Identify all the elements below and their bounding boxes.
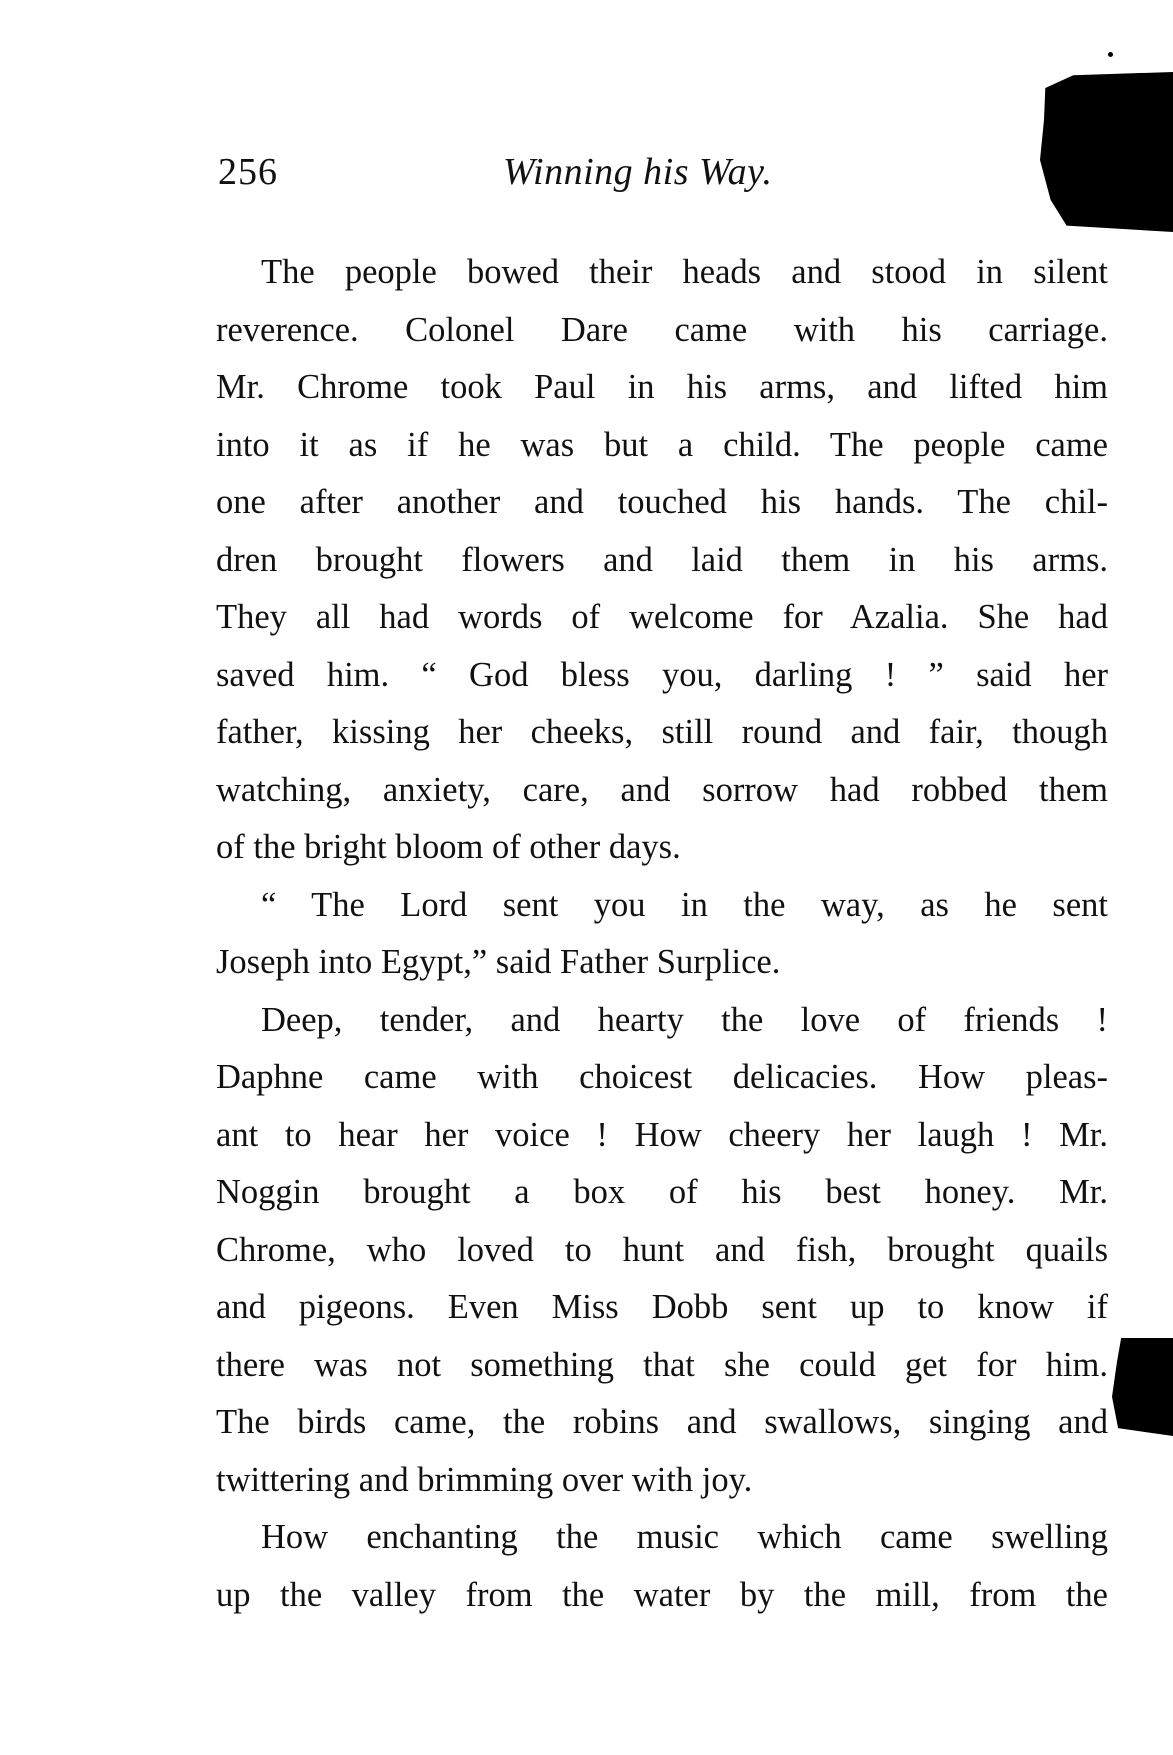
text-line: Noggin brought a box of his best honey. Mr. — [216, 1173, 1108, 1211]
text-line: saved him. “ God bless you, darling ! ” said her — [216, 655, 1108, 694]
text-line: How enchanting the music which came swelling — [261, 1518, 1108, 1556]
text-line: ant to hear her voice ! How cheery her laugh ! Mr. — [216, 1115, 1108, 1154]
scan-speck — [1108, 52, 1113, 57]
text-line: twittering and brimming over with joy. — [216, 1460, 753, 1499]
text-line: Deep, tender, and hearty the love of friends ! — [261, 1000, 1108, 1039]
page-number: 256 — [218, 151, 278, 193]
body-text — [216, 244, 1108, 1624]
text-line: “ The Lord sent you in the way, as he sent — [261, 885, 1108, 924]
text-line: dren brought flowers and laid them in his arms. — [216, 540, 1108, 579]
text-line: father, kissing her cheeks, still round and fair, though — [216, 713, 1108, 751]
text-line: of the bright bloom of other days. — [216, 828, 681, 866]
scan-edge-mark-right — [1112, 1338, 1173, 1436]
text-line: The people bowed their heads and stood in silent — [261, 253, 1108, 291]
text-line: up the valley from the water by the mill, from the — [216, 1575, 1108, 1614]
text-line: Daphne came with choicest delicacies. How pleas- — [216, 1058, 1108, 1096]
text-line: Mr. Chrome took Paul in his arms, and lifted him — [216, 368, 1108, 406]
text-line: reverence. Colonel Dare came with his carriage. — [216, 310, 1108, 349]
text-line: one after another and touched his hands. The chil- — [216, 483, 1108, 521]
text-line: there was not something that she could get for him. — [216, 1345, 1108, 1384]
text-line: into it as if he was but a child. The people came — [216, 425, 1108, 464]
text-line: watching, anxiety, care, and sorrow had robbed them — [216, 770, 1108, 809]
text-line: Chrome, who loved to hunt and fish, brought quails — [216, 1230, 1108, 1269]
text-line: They all had words of welcome for Azalia. She had — [216, 598, 1108, 636]
text-line: and pigeons. Even Miss Dobb sent up to know if — [216, 1288, 1108, 1326]
text-line: The birds came, the robins and swallows, singing and — [216, 1403, 1108, 1441]
running-head — [218, 150, 838, 210]
running-title: Winning his Way. — [503, 151, 773, 193]
text-line: Joseph into Egypt,” said Father Surplice. — [216, 943, 781, 981]
scan-edge-mark-top — [1040, 72, 1173, 232]
